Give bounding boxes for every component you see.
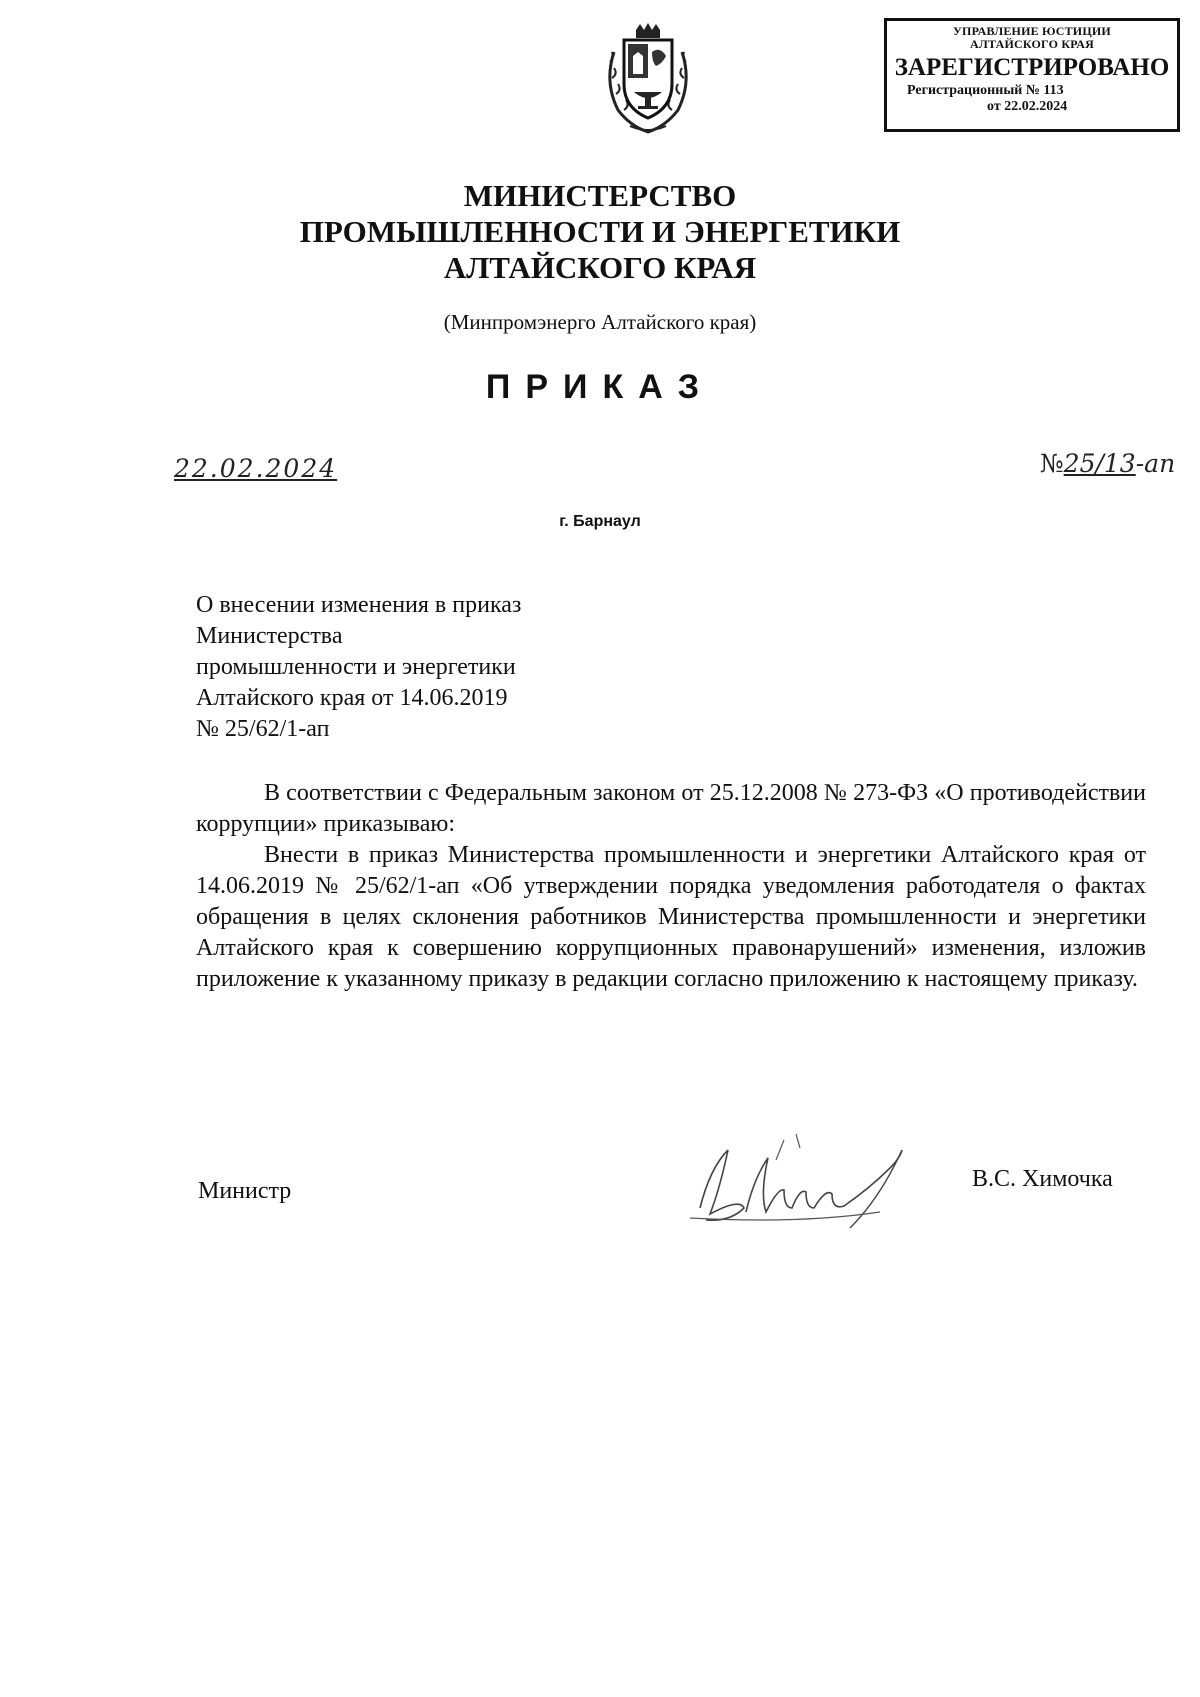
- ministry-line1: МИНИСТЕРСТВО: [463, 178, 737, 213]
- body-paragraph-1: В соответствии с Федеральным законом от 25.12.2008 № 273-ФЗ «О противодействии коррупции» приказываю:: [196, 780, 1146, 837]
- stamp-reg-date: от 22.02.2024: [987, 99, 1068, 114]
- handwritten-signature-icon: [680, 1128, 960, 1238]
- stamp-status: ЗАРЕГИСТРИРОВАНО: [894, 54, 1170, 81]
- document-type: ПРИКАЗ: [485, 368, 715, 406]
- stamp-office-line1: УПРАВЛЕНИЕ ЮСТИЦИИ: [953, 24, 1111, 38]
- subject-line2: Министерства: [196, 623, 343, 649]
- order-number-value: 25/13: [1063, 449, 1136, 478]
- signatory-name: В.С. Химочка: [972, 1166, 1113, 1192]
- order-date: 22.02.2024: [174, 454, 338, 483]
- subject-line1: О внесении изменения в приказ: [196, 592, 522, 618]
- ministry-line3: АЛТАЙСКОГО КРАЯ: [443, 250, 757, 285]
- registration-stamp: [884, 18, 1180, 132]
- stamp-office-line2: АЛТАЙСКОГО КРАЯ: [970, 37, 1094, 51]
- ministry-name: [0, 178, 1200, 286]
- order-city: г. Барнаул: [559, 513, 641, 530]
- subject-line5: № 25/62/1-ап: [196, 716, 330, 742]
- stamp-reg-number: Регистрационный № 113: [907, 83, 1064, 98]
- order-body: [196, 778, 1146, 995]
- body-paragraph-2: Внести в приказ Министерства промышленности и энергетики Алтайского края от 14.06.2019 № 25/62/1-ап «Об утверждении порядка уведомления работодателя о фактах обращения в целях склонения работников Министерства промышленности и энергетики Алтайского края к совершению коррупционных правонарушений» изменения, изложив приложение к указанному приказу в редакции согласно приложению к настоящему приказу.: [196, 842, 1146, 992]
- order-number-prefix: №: [1040, 449, 1064, 478]
- coat-of-arms-icon: [600, 22, 696, 136]
- ministry-short-name: (Минпромэнерго Алтайского края): [443, 310, 757, 334]
- subject-line3: промышленности и энергетики: [196, 654, 516, 680]
- signatory-title: Министр: [198, 1178, 292, 1204]
- order-subject: [196, 590, 521, 745]
- ministry-line2: ПРОМЫШЛЕННОСТИ И ЭНЕРГЕТИКИ: [299, 214, 901, 249]
- subject-line4: Алтайского края от 14.06.2019: [196, 685, 508, 711]
- order-number: [1040, 449, 1175, 478]
- order-number-suffix: -ап: [1135, 449, 1176, 478]
